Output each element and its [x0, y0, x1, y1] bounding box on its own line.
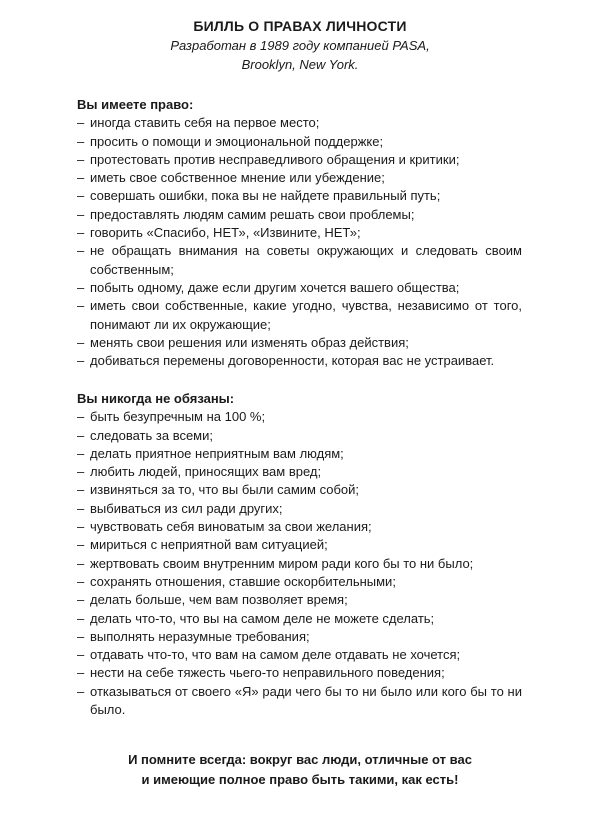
rights-list [77, 114, 522, 370]
list-item: – следовать за всеми; [77, 427, 522, 445]
list-item: – сохранять отношения, ставшие оскорбительными; [77, 573, 522, 591]
closing-note-line-2: и имеющие полное право быть такими, как есть! [141, 772, 459, 787]
closing-note [0, 750, 600, 790]
obligations-section [77, 390, 522, 719]
list-item: – предоставлять людям самим решать свои проблемы; [77, 206, 522, 224]
list-item: – добиваться перемены договоренности, которая вас не устраивает. [77, 352, 522, 370]
list-item: – протестовать против несправедливого обращения и критики; [77, 151, 522, 169]
list-item: – жертвовать своим внутренним миром ради кого бы то ни было; [77, 555, 522, 573]
list-item: – менять свои решения или изменять образ действия; [77, 334, 522, 352]
list-item: – чувствовать себя виноватым за свои желания; [77, 518, 522, 536]
list-item: – мириться с неприятной вам ситуацией; [77, 536, 522, 554]
list-item: – быть безупречным на 100 %; [77, 408, 522, 426]
list-item: – делать что-то, что вы на самом деле не можете сделать; [77, 610, 522, 628]
obligations-heading: Вы никогда не обязаны: [77, 391, 235, 406]
list-item: – извиняться за то, что вы были самим собой; [77, 481, 522, 499]
list-item: – отдавать что-то, что вам на самом деле отдавать не хочется; [77, 646, 522, 664]
rights-heading: Вы имеете право: [77, 97, 194, 112]
list-item: – побыть одному, даже если другим хочется вашего общества; [77, 279, 522, 297]
list-item: – нести на себе тяжесть чьего-то неправильного поведения; [77, 664, 522, 682]
list-item: – совершать ошибки, пока вы не найдете правильный путь; [77, 187, 522, 205]
list-item: – иметь свое собственное мнение или убеждение; [77, 169, 522, 187]
obligations-list [77, 408, 522, 719]
document-subtitle-line-1: Разработан в 1989 году компанией PASA, [170, 38, 430, 53]
document-header [0, 16, 600, 74]
document-subtitle-line-2: Brooklyn, New York. [241, 57, 359, 72]
list-item: – выполнять неразумные требования; [77, 628, 522, 646]
list-item: – выбиваться из сил ради других; [77, 500, 522, 518]
list-item: – любить людей, приносящих вам вред; [77, 463, 522, 481]
document-title: БИЛЛЬ О ПРАВАХ ЛИЧНОСТИ [193, 18, 407, 34]
closing-note-line-1: И помните всегда: вокруг вас люди, отличные от вас [128, 752, 472, 767]
rights-section [77, 96, 522, 370]
list-item: – говорить «Спасибо, НЕТ», «Извините, НЕТ»; [77, 224, 522, 242]
list-item: – просить о помощи и эмоциональной поддержке; [77, 133, 522, 151]
list-item: – делать больше, чем вам позволяет время; [77, 591, 522, 609]
list-item: – иметь свои собственные, какие угодно, чувства, независимо от того, понимают ли их окружающие; [77, 297, 522, 334]
list-item: – не обращать внимания на советы окружающих и следовать своим собственным; [77, 242, 522, 279]
list-item: – отказываться от своего «Я» ради чего бы то ни было или кого бы то ни было. [77, 683, 522, 720]
list-item: – иногда ставить себя на первое место; [77, 114, 522, 132]
list-item: – делать приятное неприятным вам людям; [77, 445, 522, 463]
